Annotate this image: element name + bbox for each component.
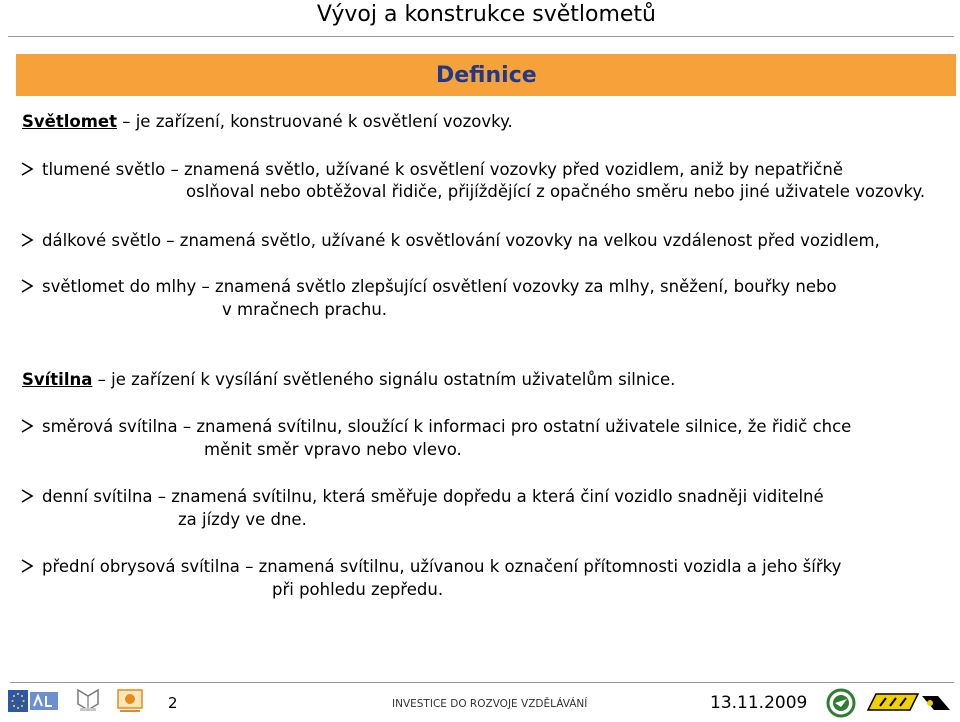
footer-date: 13.11.2009	[710, 693, 808, 713]
bullet-text: denní svítilna – znamená svítilnu, která směřuje dopředu a která činí vozidlo snadněji viditelné	[42, 487, 824, 506]
definice-banner	[16, 54, 956, 96]
bullet-item-dalkove	[20, 230, 880, 252]
bullet-text: dálkové světlo – znamená světlo, užívané k osvětlování vozovky na velkou vzdálenost před vozidlem,	[42, 231, 880, 250]
skoda-logo	[826, 688, 856, 718]
bullet-continuation: v mračnech prachu.	[222, 300, 388, 319]
bullet-item-tlumene	[20, 159, 843, 181]
bullet-continuation: měnit směr vpravo nebo vlevo.	[204, 440, 462, 459]
footer-investice-text: INVESTICE DO ROZVOJE VZDĚLÁVÁNÍ	[392, 698, 588, 710]
definition-text: – je zařízení, konstruované k osvětlení vozovky.	[116, 112, 513, 131]
bullet-text: světlomet do mlhy – znamená světlo zlepšující osvětlení vozovky za mlhy, sněžení, bouřky nebo	[42, 277, 837, 296]
bullet-continuation: oslňoval nebo obtěžoval řidiče, přijíždějící z opačného směru nebo jiné uživatele vozovky.	[186, 182, 926, 201]
bullet-item-obrysova	[20, 556, 841, 578]
definition-svitilna	[22, 369, 675, 391]
definition-text: – je zařízení k vysílání světleného signálu ostatním uživatelům silnice.	[92, 370, 676, 389]
bullet-text: přední obrysová svítilna – znamená svítilnu, užívanou k označení přítomnosti vozidla a jeho šířky	[42, 557, 842, 576]
bullet-item-smerova	[20, 416, 851, 438]
brand-logo	[866, 690, 954, 716]
definition-svetlomet	[22, 111, 513, 133]
bullet-item-denni	[20, 486, 824, 508]
term-svitilna: Svítilna	[22, 370, 93, 389]
arrow-bullet-icon	[20, 159, 42, 181]
bullet-continuation: za jízdy ve dne.	[178, 510, 307, 529]
page-title: Vývoj a konstrukce světlometů	[316, 2, 656, 27]
arrow-bullet-icon	[20, 416, 42, 438]
footer-divider	[10, 682, 954, 683]
esf-logo	[8, 690, 58, 712]
msmt-logo	[70, 686, 106, 714]
arrow-bullet-icon	[20, 230, 42, 252]
bullet-item-mlhovy	[20, 276, 837, 298]
bullet-text: směrová svítilna – znamená svítilnu, sloužící k informaci pro ostatní uživatele silnice, že řidič chce	[42, 417, 852, 436]
op-vk-logo	[116, 688, 144, 714]
arrow-bullet-icon	[20, 556, 42, 578]
term-svetlomet: Světlomet	[22, 112, 117, 131]
banner-heading: Definice	[436, 63, 537, 88]
bullet-continuation: při pohledu zepředu.	[272, 580, 444, 599]
page-number: 2	[168, 694, 178, 712]
arrow-bullet-icon	[20, 276, 42, 298]
title-divider	[8, 36, 954, 37]
bullet-text: tlumené světlo – znamená světlo, užívané k osvětlení vozovky před vozidlem, aniž by nepatřičně	[42, 160, 843, 179]
arrow-bullet-icon	[20, 486, 42, 508]
